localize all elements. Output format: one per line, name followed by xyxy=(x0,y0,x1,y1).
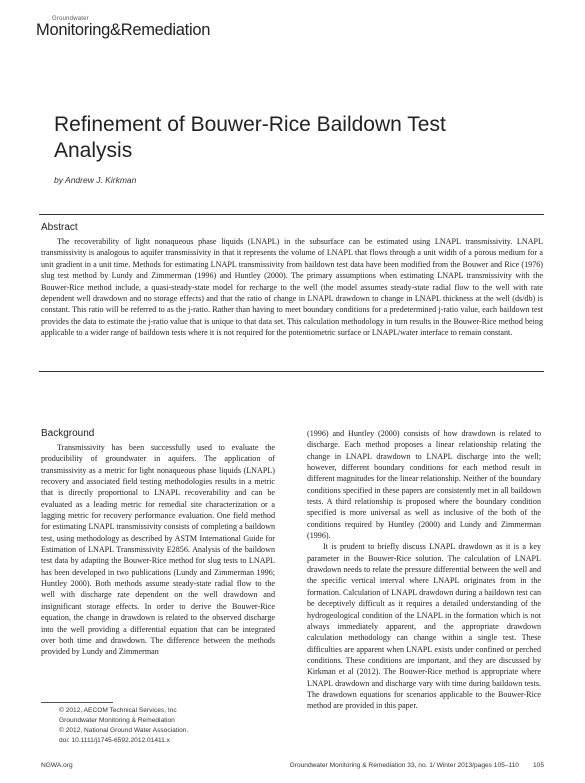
page-number: 105 xyxy=(532,762,544,769)
footer-citation-text: Groundwater Monitoring & Remediation 33, no. 1/ Winter 2013/pages 105–110 xyxy=(289,762,519,769)
footnote-doi: doi: 10.1111/j1745-6592.2012.01411.x xyxy=(59,737,170,744)
background-heading: Background xyxy=(41,428,95,439)
journal-logo xyxy=(36,16,210,38)
footnote-copyright-aecom: © 2012, AECOM Technical Services, Inc xyxy=(59,707,177,714)
footer-citation xyxy=(290,762,544,769)
footnote-journal: Groundwater Monitoring & Remediation xyxy=(59,717,175,724)
footer-website: NGWA.org xyxy=(41,762,73,769)
footnotes xyxy=(59,706,188,746)
abstract-heading: Abstract xyxy=(41,222,78,233)
journal-logo-small-label: Groundwater xyxy=(52,16,89,22)
abstract-top-rule xyxy=(39,214,544,215)
abstract-text: The recoverability of light nonaqueous phase liquids (LNAPL) in the subsurface can be estimated using LNAPL transmissivity. LNAPL transmissivity is analogous to aquifer transmissivity in that it represents the volume of LNAPL that flows through a unit width of a porous medium for a unit gradient in a unit time. Methods for estimating LNAPL transmissivity from baildown test data have been modified from the Bouwer and Rice (1976) slug test method by Lundy and Zimmerman (1996) and Huntley (2000). The primary assumptions when estimating LNAPL transmissivity with the Bouwer-Rice method include, a quasi-steady-state model for recharge to the well (the model assumes steady-state radial flow to the well with rate dependent well drawdown and no storage effects) and that the ratio of change in LNAPL drawdown to change in LNAPL thickness at the well (ds/db) is constant. This ratio will be referred to as the j-ratio. Rather than having to meet boundary conditions for a predetermined j-ratio value, each baildown test provides the data to estimate the j-ratio value that is unique to that data set. This calculation methodology in turn results in the Bouwer-Rice method being applicable to a wider range of baildown tests where it is not required for the potentiometric surface or LNAPL/water interface to remain constant. xyxy=(41,237,543,338)
footnote-copyright-ngwa: © 2012, National Ground Water Association. xyxy=(59,727,189,734)
background-paragraph-1: Transmissivity has been successfully used to evaluate the producibility of groundwater in aquifers. The application of transmissivity as a metric for light nonaqueous phase liquids (LNAPL) recovery and associated field testing methodologies results in a metric that is directly proportional to LNAPL recoverability and can be evaluated as a leading metric for remedial site characterization or a lagging metric for recovery performance evaluation. One field method for estimating LNAPL transmissivity consists of completing a baildown test, using methodology as described by ASTM International Guide for Estimation of LNAPL Transmissivity E2856. Analysis of the baildown test data by adapting the Bouwer-Rice method for slug tests to LNAPL has been developed in two publications (Lundy and Zimmerman 1996; Huntley 2000). Both methods assume steady-state radial flow to the well with discharge rate dependent on the well drawdown and insignificant storage effects. In order to derive the Bouwer-Rice equation, the change in drawdown is related to the observed discharge into the well providing a differential equation that can be integrated over both time and drawdown. The difference between the methods provided by Lundy and Zimmerman xyxy=(41,443,275,657)
left-column xyxy=(41,442,275,658)
footnote-rule xyxy=(41,702,113,703)
background-paragraph-2: It is prudent to briefly discuss LNAPL drawdown as it is a key parameter in the Bouwer-Rice solution. The calculation of LNAPL drawdown needs to relate the pressure differential between the well and the specific vertical interval where LNAPL originates from in the formation. Calculation of LNAPL drawdown during a baildown test can be deceptively difficult as it requires a detailed understanding of the hydrogeological condition of the LNAPL in the formation which is not always immediately apparent, and the appropriate drawdown calculation methodology can change within a single test. These difficulties are apparent when LNAPL exists under confined or perched conditions. These conditions are important, and they are discussed by Kirkman et al (2012). The Bouwer-Rice method is appropriate where LNAPL drawdown and discharge vary with time during baildown tests. The drawdown equations for scenarios applicable to the Bouwer-Rice method are provided in this paper. xyxy=(307,542,541,711)
author-byline: by Andrew J. Kirkman xyxy=(54,175,137,185)
background-paragraph-1-continued: (1996) and Huntley (2000) consists of how drawdown is related to discharge. Each method proposes a linear relationship relating the change in LNAPL drawdown to LNAPL discharge into the well; however, different boundary conditions for each method result in different magnitudes for the linear relationship. Neither of the boundary conditions specified in these papers are consistently met in all baildown tests. A third relationship is proposed where the boundary condition specified is more universal as well as inclusive of the both of the conditions required by Huntley (2000) and Lundy and Zimmerman (1996). xyxy=(307,429,541,541)
right-column xyxy=(307,428,541,712)
article-title: Refinement of Bouwer-Rice Baildown Test Analysis xyxy=(54,113,446,162)
abstract-bottom-rule xyxy=(39,371,544,372)
journal-logo-name: Monitoring&Remediation xyxy=(36,21,211,39)
